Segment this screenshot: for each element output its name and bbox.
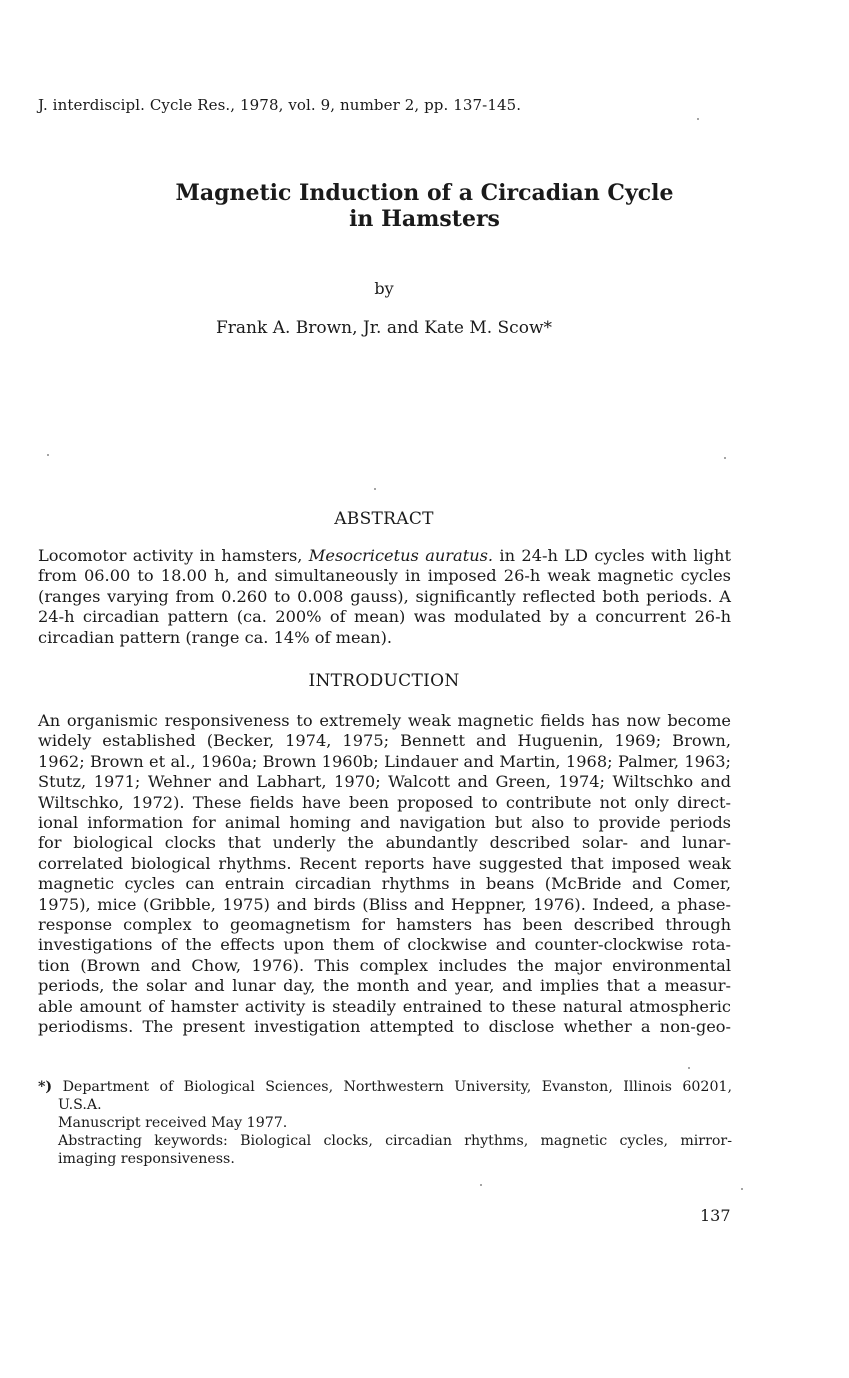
- abstract-line: 24-h circadian pattern (ca. 200% of mean) was modulated by a concurrent 26-h: [38, 607, 731, 627]
- footnote-affiliation: [38, 1078, 732, 1096]
- scan-speck: [374, 488, 376, 490]
- intro-line: able amount of hamster activity is steadily entrained to these natural atmospheric: [38, 996, 731, 1016]
- intro-line: response complex to geomagnetism for hamsters has been described through: [38, 915, 731, 935]
- footnote-affiliation-text: Department of Biological Sciences, Northwestern University, Evanston, Illinois 60201,: [62, 1079, 733, 1095]
- abstract-heading: ABSTRACT: [334, 509, 434, 529]
- intro-line: Stutz, 1971; Wehner and Labhart, 1970; Walcott and Green, 1974; Wiltschko and: [38, 772, 731, 792]
- intro-line: periods, the solar and lunar day, the month and year, and implies that a measur-: [38, 976, 731, 996]
- introduction-heading: INTRODUCTION: [308, 671, 460, 691]
- intro-line: widely established (Becker, 1974, 1975; Bennett and Huguenin, 1969; Brown,: [38, 731, 731, 751]
- introduction-body: [38, 711, 731, 1038]
- scan-speck: [724, 457, 726, 459]
- intro-line: magnetic cycles can entrain circadian rhythms in beans (McBride and Comer,: [38, 874, 731, 894]
- page-number: 137: [700, 1206, 731, 1225]
- species-name: Mesocricetus auratus.: [308, 546, 494, 565]
- abstract-line: from 06.00 to 18.00 h, and simultaneously in imposed 26-h weak magnetic cycles: [38, 566, 731, 586]
- footnote-affiliation-cont: U.S.A.: [58, 1097, 102, 1113]
- footnote-received: Manuscript received May 1977.: [58, 1115, 288, 1131]
- journal-citation: J. interdiscipl. Cycle Res., 1978, vol. 9, number 2, pp. 137-145.: [38, 96, 522, 114]
- abstract-line: Locomotor activity in hamsters, Mesocricetus auratus. in 24-h LD cycles with light: [38, 546, 731, 565]
- intro-line: ional information for animal homing and navigation but also to provide periods: [38, 813, 731, 833]
- authors: Frank A. Brown, Jr. and Kate M. Scow*: [215, 318, 552, 338]
- scan-speck: [480, 1184, 482, 1186]
- title-line-2: in Hamsters: [349, 206, 500, 232]
- intro-line: tion (Brown and Chow, 1976). This complex includes the major environmental: [38, 955, 731, 975]
- abstract-line: (ranges varying from 0.260 to 0.008 gauss), significantly reflected both periods. A: [38, 586, 731, 606]
- intro-line: Wiltschko, 1972). These fields have been proposed to contribute not only direct-: [38, 792, 731, 812]
- title-line-1: Magnetic Induction of a Circadian Cycle: [175, 180, 674, 206]
- scan-speck: [697, 118, 699, 120]
- abstract-body: [38, 546, 731, 648]
- intro-line: periodisms. The present investigation attempted to disclose whether a non-geo-: [38, 1017, 731, 1037]
- scan-speck: [688, 1067, 690, 1069]
- intro-line: An organismic responsiveness to extremely weak magnetic fields has now become: [38, 711, 731, 730]
- intro-line: for biological clocks that underly the abundantly described solar- and lunar-: [38, 833, 731, 853]
- paper-title: [0, 180, 849, 232]
- footnote-keywords: Abstracting keywords: Biological clocks, circadian rhythms, magnetic cycles, mirror-: [58, 1133, 732, 1149]
- by-label: by: [374, 279, 394, 298]
- footnote: [38, 1078, 732, 1168]
- intro-line: investigations of the effects upon them of clockwise and counter-clockwise rota-: [38, 935, 731, 955]
- intro-line: correlated biological rhythms. Recent reports have suggested that imposed weak: [38, 853, 731, 873]
- scan-speck: [741, 1188, 743, 1190]
- footnote-keywords-cont: imaging responsiveness.: [58, 1151, 235, 1167]
- intro-line: 1975), mice (Gribble, 1975) and birds (Bliss and Heppner, 1976). Indeed, a phase-: [38, 894, 731, 914]
- footnote-marker: *): [38, 1079, 53, 1095]
- intro-line: 1962; Brown et al., 1960a; Brown 1960b; Lindauer and Martin, 1968; Palmer, 1963;: [38, 751, 731, 771]
- abstract-line: circadian pattern (range ca. 14% of mean).: [38, 627, 393, 647]
- scan-speck: [47, 454, 49, 456]
